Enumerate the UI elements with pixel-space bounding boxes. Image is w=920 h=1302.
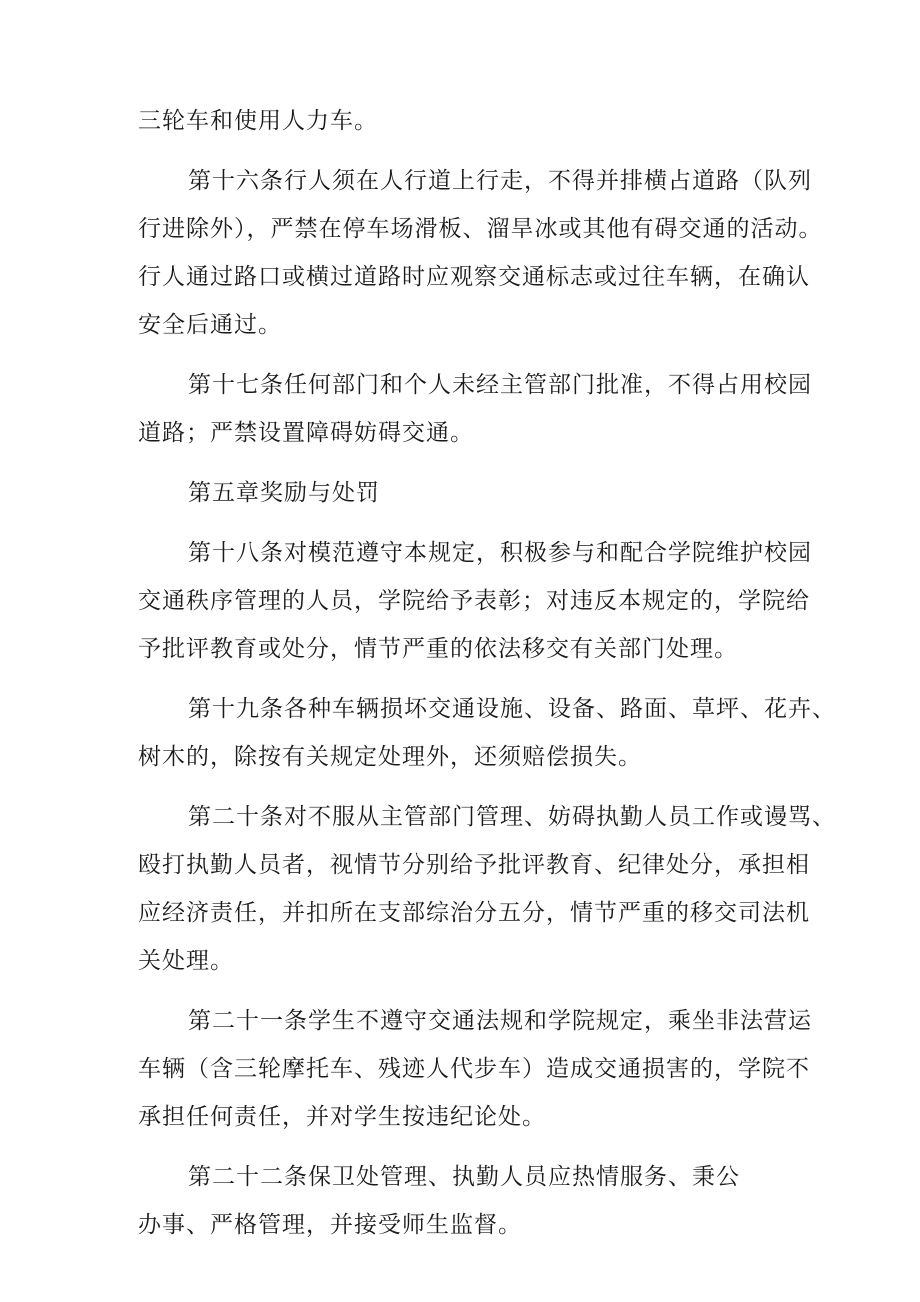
paragraph-continuation [138, 97, 788, 145]
text-line: 道路；严禁设置障碍妨碍交通。 [138, 420, 474, 446]
text-line: 予批评教育或处分，情节严重的依法移交有关部门处理。 [138, 636, 738, 662]
text-line: 第二十条对不服从主管部门管理、妨碍执勤人员工作或谩骂、 [188, 804, 836, 830]
text-line: 办事、严格管理，并接受师生监督。 [138, 1212, 522, 1238]
text-line: 三轮车和使用人力车。 [138, 108, 378, 134]
text-line: 车辆（含三轮摩托车、残迹人代步车）造成交通损害的，学院不 [138, 1056, 810, 1082]
paragraph-article-22 [138, 1153, 788, 1249]
text-line: 第二十二条保卫处管理、执勤人员应热情服务、秉公 [188, 1164, 740, 1190]
text-line: 应经济责任，并扣所在支部综治分五分，情节严重的移交司法机 [138, 900, 810, 926]
text-line: 第十八条对模范遵守本规定，积极参与和配合学院维护校园 [188, 540, 812, 566]
document-body [138, 97, 836, 1249]
chapter-heading [138, 469, 788, 517]
paragraph-article-18 [138, 529, 812, 673]
text-line: 行进除外），严禁在停车场滑板、溜旱冰或其他有碍交通的活动。 [138, 216, 823, 242]
text-line: 殴打执勤人员者，视情节分别给予批评教育、纪律处分，承担相 [138, 852, 810, 878]
text-line: 树木的，除按有关规定处理外，还须赔偿损失。 [138, 744, 642, 770]
text-line: 关处理。 [138, 948, 234, 974]
chapter-title: 第五章奖励与处罚 [188, 480, 380, 506]
paragraph-article-17 [138, 361, 812, 457]
text-line: 交通秩序管理的人员，学院给予表彰；对违反本规定的，学院给 [138, 588, 810, 614]
text-line: 安全后通过。 [138, 312, 282, 338]
text-line: 第十九条各种车辆损坏交通设施、设备、路面、草坪、花卉、 [188, 696, 836, 722]
text-line: 行人通过路口或横过道路时应观察交通标志或过往车辆，在确认 [138, 264, 810, 290]
text-line: 第十七条任何部门和个人未经主管部门批准，不得占用校园 [188, 372, 812, 398]
paragraph-article-21 [138, 997, 812, 1141]
paragraph-article-20 [138, 793, 836, 985]
paragraph-article-16 [138, 157, 823, 349]
paragraph-article-19 [138, 685, 836, 781]
text-line: 第二十一条学生不遵守交通法规和学院规定，乘坐非法营运 [188, 1008, 812, 1034]
text-line: 承担任何责任，并对学生按违纪论处。 [138, 1104, 546, 1130]
text-line: 第十六条行人须在人行道上行走，不得并排横占道路（队列 [188, 168, 812, 194]
